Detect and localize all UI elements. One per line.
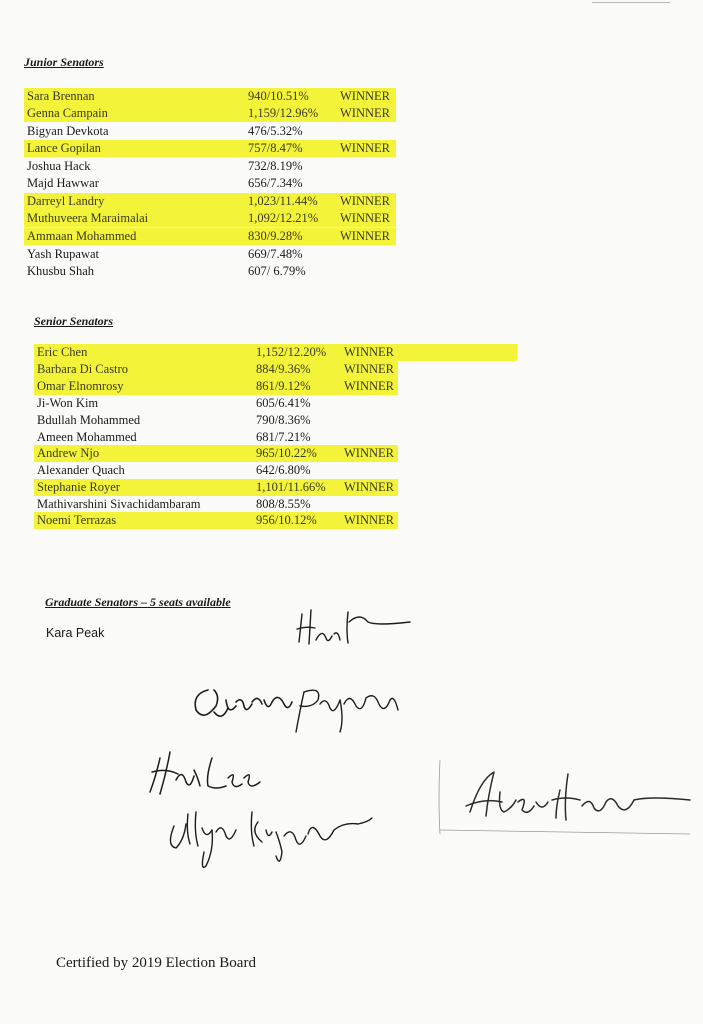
winner-label: WINNER	[344, 362, 394, 376]
vote-count: 956/10.12%	[256, 513, 317, 527]
vote-count: 884/9.36%	[256, 362, 311, 376]
signature-icon	[439, 760, 690, 834]
winner-label: WINNER	[340, 229, 390, 243]
candidate-name: Noemi Terrazas	[37, 513, 117, 527]
candidate-name: Stephanie Royer	[37, 480, 120, 494]
winner-label: WINNER	[344, 480, 394, 494]
vote-count: 681/7.21%	[256, 430, 311, 444]
candidate-name: Eric Chen	[37, 345, 88, 359]
graduate-candidate-name: Kara Peak	[46, 626, 105, 640]
candidate-name: Muthuveera Maraimalai	[27, 211, 149, 225]
candidate-name: Barbara Di Castro	[37, 362, 128, 376]
candidate-name: Sara Brennan	[27, 89, 95, 103]
candidate-name: Khusbu Shah	[27, 264, 95, 278]
signature-icon	[170, 812, 372, 867]
candidate-name: Ji-Won Kim	[37, 396, 99, 410]
vote-count: 607/ 6.79%	[248, 264, 306, 278]
candidate-name: Joshua Hack	[27, 159, 91, 173]
vote-count: 808/8.55%	[256, 497, 311, 511]
junior-senators-heading: Junior Senators	[24, 55, 104, 69]
candidate-name: Bdullah Mohammed	[37, 413, 141, 427]
vote-count: 605/6.41%	[256, 396, 311, 410]
vote-count: 1,159/12.96%	[248, 106, 319, 120]
winner-label: WINNER	[340, 211, 390, 225]
candidate-name: Mathivarshini Sivachidambaram	[37, 497, 201, 511]
winner-label: WINNER	[344, 345, 394, 359]
vote-count: 830/9.28%	[248, 229, 303, 243]
signature-icon	[296, 690, 398, 732]
candidate-name: Darreyl Landry	[27, 194, 105, 208]
signature-icon	[150, 752, 260, 794]
vote-count: 1,092/12.21%	[248, 211, 319, 225]
vote-count: 669/7.48%	[248, 247, 303, 261]
signature-icon	[297, 610, 410, 644]
vote-count: 1,101/11.66%	[256, 480, 326, 494]
candidate-name: Omar Elnomrosy	[37, 379, 124, 393]
winner-label: WINNER	[340, 106, 390, 120]
candidate-name: Ammaan Mohammed	[27, 229, 137, 243]
candidate-name: Yash Rupawat	[27, 247, 99, 261]
winner-label: WINNER	[340, 194, 390, 208]
winner-label: WINNER	[344, 446, 394, 460]
winner-label: WINNER	[340, 141, 390, 155]
vote-count: 940/10.51%	[248, 89, 309, 103]
candidate-name: Lance Gopilan	[27, 141, 101, 155]
certification-note: Certified by 2019 Election Board	[56, 955, 256, 971]
vote-count: 757/8.47%	[248, 141, 303, 155]
vote-count: 1,152/12.20%	[256, 345, 327, 359]
vote-count: 476/5.32%	[248, 124, 303, 138]
vote-count: 732/8.19%	[248, 159, 303, 173]
signature-icon	[195, 690, 292, 716]
graduate-senators-heading: Graduate Senators – 5 seats available	[45, 595, 231, 609]
vote-count: 1,023/11.44%	[248, 194, 318, 208]
candidate-name: Alexander Quach	[37, 463, 125, 477]
winner-label: WINNER	[344, 379, 394, 393]
candidate-name: Andrew Njo	[37, 446, 100, 460]
senior-senators-heading: Senior Senators	[34, 314, 114, 328]
winner-label: WINNER	[344, 513, 394, 527]
candidate-name: Genna Campain	[27, 106, 108, 120]
candidate-name: Majd Hawwar	[27, 176, 99, 190]
vote-count: 861/9.12%	[256, 379, 311, 393]
vote-count: 790/8.36%	[256, 413, 311, 427]
vote-count: 965/10.22%	[256, 446, 317, 460]
candidate-name: Ameen Mohammed	[37, 430, 137, 444]
vote-count: 642/6.80%	[256, 463, 311, 477]
winner-label: WINNER	[340, 89, 390, 103]
candidate-name: Bigyan Devkota	[27, 124, 109, 138]
vote-count: 656/7.34%	[248, 176, 303, 190]
